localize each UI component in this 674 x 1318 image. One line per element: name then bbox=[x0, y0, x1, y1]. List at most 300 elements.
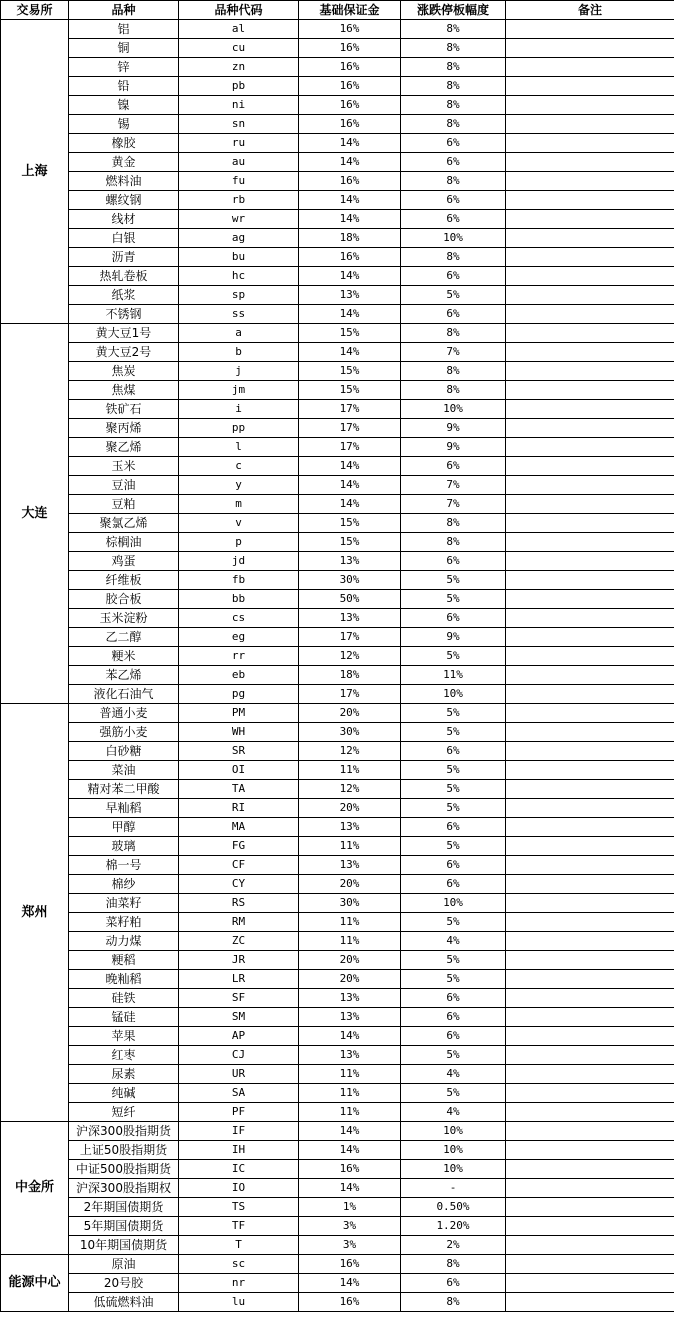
limit-cell: 6% bbox=[401, 818, 506, 837]
header-limit: 涨跌停板幅度 bbox=[401, 1, 506, 20]
margin-cell: 3% bbox=[299, 1236, 401, 1255]
table-row bbox=[1, 571, 674, 590]
product-code-cell: TA bbox=[179, 780, 299, 799]
product-name-cell: 聚丙烯 bbox=[69, 419, 179, 438]
table-row bbox=[1, 780, 674, 799]
product-code-cell: eb bbox=[179, 666, 299, 685]
limit-cell: 5% bbox=[401, 780, 506, 799]
product-name-cell: 玉米 bbox=[69, 457, 179, 476]
note-cell bbox=[506, 799, 674, 818]
note-cell bbox=[506, 989, 674, 1008]
note-cell bbox=[506, 381, 674, 400]
limit-cell: 6% bbox=[401, 609, 506, 628]
table-row bbox=[1, 1103, 674, 1122]
limit-cell: 10% bbox=[401, 400, 506, 419]
table-row bbox=[1, 894, 674, 913]
product-name-cell: 鸡蛋 bbox=[69, 552, 179, 571]
margin-cell: 17% bbox=[299, 400, 401, 419]
product-name-cell: 豆油 bbox=[69, 476, 179, 495]
margin-cell: 16% bbox=[299, 20, 401, 39]
margin-cell: 11% bbox=[299, 1065, 401, 1084]
table-row bbox=[1, 875, 674, 894]
table-row bbox=[1, 191, 674, 210]
note-cell bbox=[506, 742, 674, 761]
product-code-cell: j bbox=[179, 362, 299, 381]
limit-cell: 6% bbox=[401, 210, 506, 229]
note-cell bbox=[506, 913, 674, 932]
table-row bbox=[1, 438, 674, 457]
table-row bbox=[1, 590, 674, 609]
product-code-cell: IO bbox=[179, 1179, 299, 1198]
margin-cell: 3% bbox=[299, 1217, 401, 1236]
note-cell bbox=[506, 1103, 674, 1122]
margin-cell: 16% bbox=[299, 1160, 401, 1179]
table-row bbox=[1, 495, 674, 514]
note-cell bbox=[506, 571, 674, 590]
product-name-cell: 中证500股指期货 bbox=[69, 1160, 179, 1179]
limit-cell: 6% bbox=[401, 856, 506, 875]
margin-cell: 16% bbox=[299, 96, 401, 115]
margin-cell: 11% bbox=[299, 1084, 401, 1103]
product-name-cell: 棉一号 bbox=[69, 856, 179, 875]
table-row bbox=[1, 704, 674, 723]
margin-cell: 13% bbox=[299, 1008, 401, 1027]
product-code-cell: fb bbox=[179, 571, 299, 590]
margin-cell: 11% bbox=[299, 932, 401, 951]
limit-cell: 6% bbox=[401, 989, 506, 1008]
limit-cell: 8% bbox=[401, 96, 506, 115]
note-cell bbox=[506, 191, 674, 210]
margin-cell: 14% bbox=[299, 1122, 401, 1141]
note-cell bbox=[506, 172, 674, 191]
product-code-cell: p bbox=[179, 533, 299, 552]
note-cell bbox=[506, 1141, 674, 1160]
product-code-cell: wr bbox=[179, 210, 299, 229]
product-code-cell: SM bbox=[179, 1008, 299, 1027]
product-name-cell: 螺纹钢 bbox=[69, 191, 179, 210]
product-code-cell: fu bbox=[179, 172, 299, 191]
table-row bbox=[1, 1141, 674, 1160]
product-code-cell: nr bbox=[179, 1274, 299, 1293]
table-row bbox=[1, 58, 674, 77]
product-code-cell: cu bbox=[179, 39, 299, 58]
product-code-cell: WH bbox=[179, 723, 299, 742]
product-code-cell: v bbox=[179, 514, 299, 533]
limit-cell: 5% bbox=[401, 590, 506, 609]
product-code-cell: JR bbox=[179, 951, 299, 970]
product-code-cell: UR bbox=[179, 1065, 299, 1084]
margin-cell: 15% bbox=[299, 533, 401, 552]
table-row bbox=[1, 134, 674, 153]
limit-cell: - bbox=[401, 1179, 506, 1198]
product-name-cell: 不锈钢 bbox=[69, 305, 179, 324]
note-cell bbox=[506, 210, 674, 229]
product-name-cell: 10年期国债期货 bbox=[69, 1236, 179, 1255]
limit-cell: 5% bbox=[401, 1084, 506, 1103]
product-code-cell: TF bbox=[179, 1217, 299, 1236]
note-cell bbox=[506, 1236, 674, 1255]
product-name-cell: 锡 bbox=[69, 115, 179, 134]
limit-cell: 8% bbox=[401, 1255, 506, 1274]
product-code-cell: IC bbox=[179, 1160, 299, 1179]
product-code-cell: rr bbox=[179, 647, 299, 666]
limit-cell: 5% bbox=[401, 723, 506, 742]
product-code-cell: m bbox=[179, 495, 299, 514]
header-row bbox=[1, 1, 674, 20]
note-cell bbox=[506, 1274, 674, 1293]
margin-cell: 20% bbox=[299, 970, 401, 989]
product-name-cell: 玻璃 bbox=[69, 837, 179, 856]
table-row bbox=[1, 1027, 674, 1046]
product-name-cell: 动力煤 bbox=[69, 932, 179, 951]
margin-cell: 14% bbox=[299, 134, 401, 153]
margin-cell: 11% bbox=[299, 837, 401, 856]
margin-cell: 13% bbox=[299, 1046, 401, 1065]
note-cell bbox=[506, 1084, 674, 1103]
limit-cell: 8% bbox=[401, 514, 506, 533]
limit-cell: 8% bbox=[401, 58, 506, 77]
product-code-cell: pg bbox=[179, 685, 299, 704]
table-row bbox=[1, 476, 674, 495]
note-cell bbox=[506, 951, 674, 970]
margin-cell: 14% bbox=[299, 1179, 401, 1198]
exchange-cell: 中金所 bbox=[1, 1122, 69, 1255]
note-cell bbox=[506, 438, 674, 457]
product-code-cell: i bbox=[179, 400, 299, 419]
margin-cell: 15% bbox=[299, 324, 401, 343]
margin-cell: 14% bbox=[299, 210, 401, 229]
limit-cell: 6% bbox=[401, 457, 506, 476]
limit-cell: 9% bbox=[401, 628, 506, 647]
product-code-cell: CF bbox=[179, 856, 299, 875]
product-name-cell: 20号胶 bbox=[69, 1274, 179, 1293]
margin-cell: 12% bbox=[299, 742, 401, 761]
product-name-cell: 粳稻 bbox=[69, 951, 179, 970]
product-code-cell: pb bbox=[179, 77, 299, 96]
table-row bbox=[1, 324, 674, 343]
margin-cell: 13% bbox=[299, 609, 401, 628]
limit-cell: 5% bbox=[401, 761, 506, 780]
note-cell bbox=[506, 305, 674, 324]
product-name-cell: 强筋小麦 bbox=[69, 723, 179, 742]
product-code-cell: bu bbox=[179, 248, 299, 267]
product-name-cell: 焦炭 bbox=[69, 362, 179, 381]
note-cell bbox=[506, 286, 674, 305]
product-code-cell: ag bbox=[179, 229, 299, 248]
exchange-cell: 能源中心 bbox=[1, 1255, 69, 1312]
limit-cell: 6% bbox=[401, 552, 506, 571]
margin-cell: 13% bbox=[299, 856, 401, 875]
limit-cell: 8% bbox=[401, 39, 506, 58]
margin-cell: 13% bbox=[299, 818, 401, 837]
limit-cell: 4% bbox=[401, 1065, 506, 1084]
table-row bbox=[1, 1293, 674, 1312]
table-row bbox=[1, 267, 674, 286]
limit-cell: 11% bbox=[401, 666, 506, 685]
limit-cell: 6% bbox=[401, 1027, 506, 1046]
product-code-cell: zn bbox=[179, 58, 299, 77]
product-name-cell: 铅 bbox=[69, 77, 179, 96]
margin-cell: 16% bbox=[299, 39, 401, 58]
product-name-cell: 红枣 bbox=[69, 1046, 179, 1065]
product-name-cell: 甲醇 bbox=[69, 818, 179, 837]
product-code-cell: eg bbox=[179, 628, 299, 647]
header-margin: 基础保证金 bbox=[299, 1, 401, 20]
table-row bbox=[1, 400, 674, 419]
limit-cell: 5% bbox=[401, 837, 506, 856]
table-row bbox=[1, 1122, 674, 1141]
limit-cell: 8% bbox=[401, 77, 506, 96]
limit-cell: 10% bbox=[401, 1122, 506, 1141]
note-cell bbox=[506, 1160, 674, 1179]
margin-cell: 18% bbox=[299, 229, 401, 248]
note-cell bbox=[506, 115, 674, 134]
product-name-cell: 热轧卷板 bbox=[69, 267, 179, 286]
note-cell bbox=[506, 704, 674, 723]
margin-cell: 17% bbox=[299, 438, 401, 457]
table-row bbox=[1, 647, 674, 666]
table-row bbox=[1, 1255, 674, 1274]
margin-cell: 14% bbox=[299, 495, 401, 514]
limit-cell: 10% bbox=[401, 685, 506, 704]
table-row bbox=[1, 552, 674, 571]
limit-cell: 1.20% bbox=[401, 1217, 506, 1236]
product-code-cell: ZC bbox=[179, 932, 299, 951]
limit-cell: 6% bbox=[401, 305, 506, 324]
product-name-cell: 沪深300股指期货 bbox=[69, 1122, 179, 1141]
note-cell bbox=[506, 400, 674, 419]
table-row bbox=[1, 1217, 674, 1236]
margin-cell: 11% bbox=[299, 913, 401, 932]
table-row bbox=[1, 799, 674, 818]
product-code-cell: jm bbox=[179, 381, 299, 400]
table-row bbox=[1, 419, 674, 438]
table-row bbox=[1, 39, 674, 58]
margin-cell: 14% bbox=[299, 457, 401, 476]
table-row bbox=[1, 248, 674, 267]
limit-cell: 5% bbox=[401, 286, 506, 305]
limit-cell: 9% bbox=[401, 419, 506, 438]
limit-cell: 6% bbox=[401, 1274, 506, 1293]
limit-cell: 8% bbox=[401, 533, 506, 552]
note-cell bbox=[506, 533, 674, 552]
product-name-cell: 线材 bbox=[69, 210, 179, 229]
table-row bbox=[1, 229, 674, 248]
limit-cell: 6% bbox=[401, 742, 506, 761]
table-row bbox=[1, 514, 674, 533]
table-row bbox=[1, 153, 674, 172]
product-name-cell: 硅铁 bbox=[69, 989, 179, 1008]
exchange-cell: 上海 bbox=[1, 20, 69, 324]
note-cell bbox=[506, 552, 674, 571]
margin-cell: 17% bbox=[299, 419, 401, 438]
table-row bbox=[1, 1179, 674, 1198]
limit-cell: 6% bbox=[401, 1008, 506, 1027]
note-cell bbox=[506, 20, 674, 39]
margin-cell: 20% bbox=[299, 875, 401, 894]
product-name-cell: 棉纱 bbox=[69, 875, 179, 894]
note-cell bbox=[506, 647, 674, 666]
margin-cell: 1% bbox=[299, 1198, 401, 1217]
limit-cell: 7% bbox=[401, 476, 506, 495]
product-code-cell: FG bbox=[179, 837, 299, 856]
table-row bbox=[1, 856, 674, 875]
table-row bbox=[1, 1160, 674, 1179]
limit-cell: 5% bbox=[401, 1046, 506, 1065]
limit-cell: 8% bbox=[401, 115, 506, 134]
note-cell bbox=[506, 324, 674, 343]
margin-cell: 30% bbox=[299, 723, 401, 742]
product-code-cell: b bbox=[179, 343, 299, 362]
table-row bbox=[1, 951, 674, 970]
margin-cell: 16% bbox=[299, 58, 401, 77]
product-name-cell: 橡胶 bbox=[69, 134, 179, 153]
product-name-cell: 精对苯二甲酸 bbox=[69, 780, 179, 799]
table-row bbox=[1, 362, 674, 381]
table-row bbox=[1, 286, 674, 305]
table-row bbox=[1, 343, 674, 362]
table-row bbox=[1, 970, 674, 989]
limit-cell: 8% bbox=[401, 248, 506, 267]
margin-cell: 14% bbox=[299, 267, 401, 286]
product-code-cell: IF bbox=[179, 1122, 299, 1141]
margin-cell: 14% bbox=[299, 1141, 401, 1160]
note-cell bbox=[506, 58, 674, 77]
note-cell bbox=[506, 1046, 674, 1065]
product-name-cell: 锌 bbox=[69, 58, 179, 77]
limit-cell: 8% bbox=[401, 381, 506, 400]
table-row bbox=[1, 1198, 674, 1217]
margin-cell: 13% bbox=[299, 989, 401, 1008]
product-code-cell: bb bbox=[179, 590, 299, 609]
product-name-cell: 豆粕 bbox=[69, 495, 179, 514]
product-name-cell: 焦煤 bbox=[69, 381, 179, 400]
note-cell bbox=[506, 856, 674, 875]
product-code-cell: SF bbox=[179, 989, 299, 1008]
table-row bbox=[1, 818, 674, 837]
product-name-cell: 聚乙烯 bbox=[69, 438, 179, 457]
note-cell bbox=[506, 837, 674, 856]
header-note: 备注 bbox=[506, 1, 674, 20]
limit-cell: 10% bbox=[401, 1141, 506, 1160]
product-name-cell: 铜 bbox=[69, 39, 179, 58]
product-code-cell: ni bbox=[179, 96, 299, 115]
limit-cell: 10% bbox=[401, 229, 506, 248]
margin-cell: 14% bbox=[299, 1274, 401, 1293]
note-cell bbox=[506, 609, 674, 628]
product-code-cell: sn bbox=[179, 115, 299, 134]
limit-cell: 6% bbox=[401, 875, 506, 894]
header-exchange: 交易所 bbox=[1, 1, 69, 20]
product-name-cell: 沪深300股指期权 bbox=[69, 1179, 179, 1198]
table-row bbox=[1, 685, 674, 704]
note-cell bbox=[506, 628, 674, 647]
product-name-cell: 短纤 bbox=[69, 1103, 179, 1122]
note-cell bbox=[506, 894, 674, 913]
product-code-cell: RI bbox=[179, 799, 299, 818]
margin-cell: 14% bbox=[299, 191, 401, 210]
product-code-cell: c bbox=[179, 457, 299, 476]
note-cell bbox=[506, 153, 674, 172]
table-row bbox=[1, 1046, 674, 1065]
table-row bbox=[1, 837, 674, 856]
limit-cell: 8% bbox=[401, 362, 506, 381]
note-cell bbox=[506, 1293, 674, 1312]
table-row bbox=[1, 1065, 674, 1084]
table-row bbox=[1, 96, 674, 115]
product-code-cell: a bbox=[179, 324, 299, 343]
product-code-cell: T bbox=[179, 1236, 299, 1255]
product-name-cell: 铁矿石 bbox=[69, 400, 179, 419]
product-code-cell: lu bbox=[179, 1293, 299, 1312]
margin-cell: 11% bbox=[299, 761, 401, 780]
margin-cell: 30% bbox=[299, 894, 401, 913]
limit-cell: 5% bbox=[401, 571, 506, 590]
table-row bbox=[1, 533, 674, 552]
margin-cell: 14% bbox=[299, 343, 401, 362]
exchange-cell: 大连 bbox=[1, 324, 69, 704]
product-name-cell: 5年期国债期货 bbox=[69, 1217, 179, 1236]
product-code-cell: SR bbox=[179, 742, 299, 761]
product-name-cell: 乙二醇 bbox=[69, 628, 179, 647]
note-cell bbox=[506, 761, 674, 780]
note-cell bbox=[506, 248, 674, 267]
limit-cell: 4% bbox=[401, 932, 506, 951]
margin-cell: 17% bbox=[299, 628, 401, 647]
margin-cell: 14% bbox=[299, 1027, 401, 1046]
product-code-cell: sp bbox=[179, 286, 299, 305]
product-code-cell: jd bbox=[179, 552, 299, 571]
product-code-cell: cs bbox=[179, 609, 299, 628]
limit-cell: 5% bbox=[401, 951, 506, 970]
product-name-cell: 沥青 bbox=[69, 248, 179, 267]
product-name-cell: 白砂糖 bbox=[69, 742, 179, 761]
note-cell bbox=[506, 1008, 674, 1027]
limit-cell: 6% bbox=[401, 153, 506, 172]
product-code-cell: PF bbox=[179, 1103, 299, 1122]
margin-cell: 14% bbox=[299, 305, 401, 324]
product-code-cell: ru bbox=[179, 134, 299, 153]
product-name-cell: 菜油 bbox=[69, 761, 179, 780]
table-row bbox=[1, 381, 674, 400]
note-cell bbox=[506, 229, 674, 248]
product-code-cell: PM bbox=[179, 704, 299, 723]
margin-cell: 16% bbox=[299, 172, 401, 191]
limit-cell: 10% bbox=[401, 894, 506, 913]
product-code-cell: LR bbox=[179, 970, 299, 989]
note-cell bbox=[506, 96, 674, 115]
note-cell bbox=[506, 1217, 674, 1236]
product-name-cell: 锰硅 bbox=[69, 1008, 179, 1027]
product-name-cell: 上证50股指期货 bbox=[69, 1141, 179, 1160]
product-code-cell: CY bbox=[179, 875, 299, 894]
table-row bbox=[1, 913, 674, 932]
product-name-cell: 苹果 bbox=[69, 1027, 179, 1046]
note-cell bbox=[506, 514, 674, 533]
product-name-cell: 棕榈油 bbox=[69, 533, 179, 552]
product-code-cell: y bbox=[179, 476, 299, 495]
table-row bbox=[1, 457, 674, 476]
table-row bbox=[1, 1008, 674, 1027]
product-name-cell: 镍 bbox=[69, 96, 179, 115]
product-name-cell: 黄大豆2号 bbox=[69, 343, 179, 362]
product-name-cell: 纯碱 bbox=[69, 1084, 179, 1103]
product-name-cell: 胶合板 bbox=[69, 590, 179, 609]
note-cell bbox=[506, 1122, 674, 1141]
product-code-cell: CJ bbox=[179, 1046, 299, 1065]
note-cell bbox=[506, 818, 674, 837]
table-row bbox=[1, 609, 674, 628]
